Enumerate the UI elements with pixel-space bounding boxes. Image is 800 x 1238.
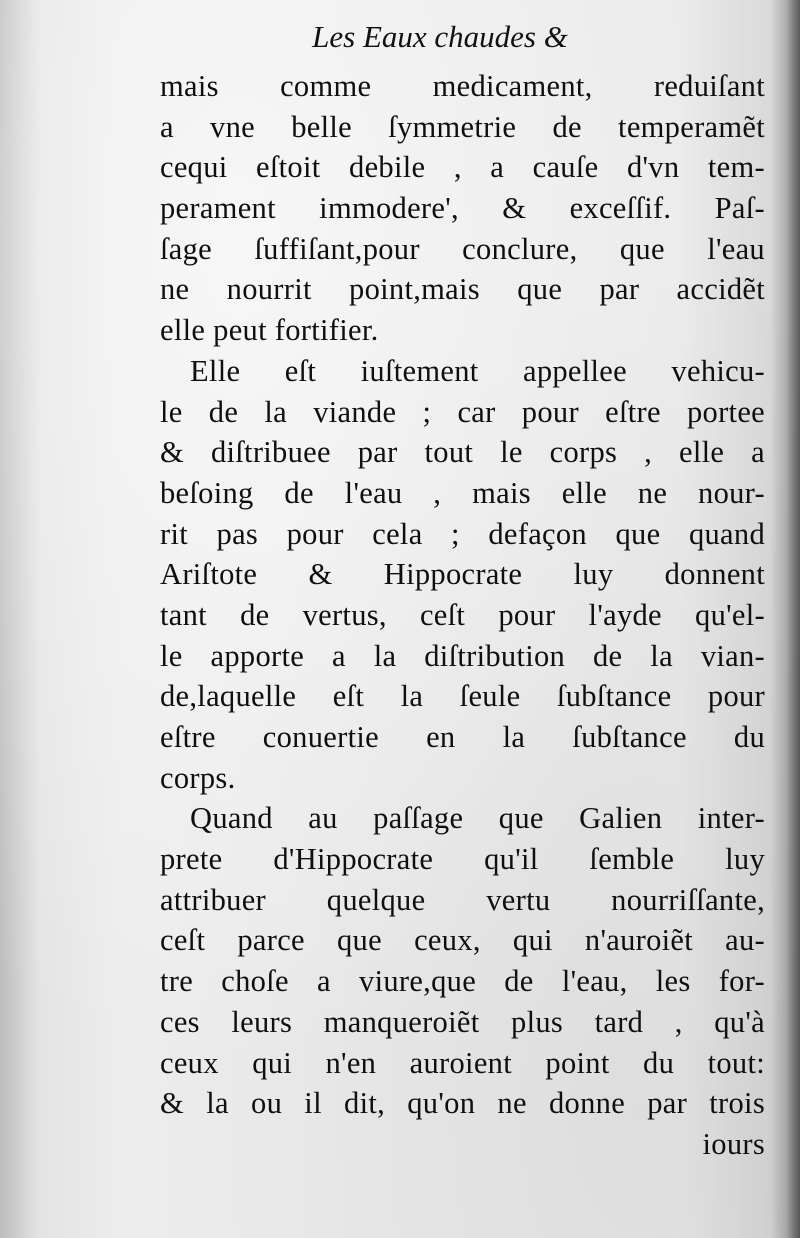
text-line: attribuer quelque vertu nourriſſante, xyxy=(160,882,765,917)
text-line: ceſt parce que ceux, qui n'auroiẽt au- xyxy=(160,923,765,958)
text-line: ces leurs manqueroiẽt plus tard , qu'à xyxy=(160,1004,765,1039)
text-line: perament immodere', & exceſſif. Paſ- xyxy=(160,191,765,226)
text-line: ſage ſuffiſant,pour conclure, que l'eau xyxy=(160,231,765,266)
paragraph-start-line: Elle eſt iuſtement appellee vehicu- xyxy=(190,353,765,388)
text-line: cequi eſtoit debile , a cauſe d'vn tem- xyxy=(160,150,765,185)
catchword: iours xyxy=(702,1126,765,1161)
text-line: eſtre conuertie en la ſubſtance du xyxy=(160,720,765,754)
text-line: prete d'Hippocrate qu'il ſemble luy xyxy=(160,842,765,877)
page-edge-shadow xyxy=(786,0,800,1238)
text-line: elle peut fortifier. xyxy=(160,313,379,348)
text-line: mais comme medicament, reduiſant xyxy=(160,69,765,103)
text-line: & la ou il dit, qu'on ne donne par trois xyxy=(160,1086,765,1121)
text-line: rit pas pour cela ; defaçon que quand xyxy=(160,516,765,551)
body-text xyxy=(160,66,765,1165)
text-line: & diſtribuee par tout le corps , elle a xyxy=(160,435,765,470)
text-line: ne nourrit point,mais que par accidẽt xyxy=(160,272,765,307)
paragraph-start-line: Quand au paſſage que Galien inter- xyxy=(190,801,765,836)
text-line: le apporte a la diſtribution de la vian- xyxy=(160,638,765,673)
text-line: Ariſtote & Hippocrate luy donnent xyxy=(160,557,765,592)
text-line: tre choſe a viure,que de l'eau, les for- xyxy=(160,964,765,999)
text-line: beſoing de l'eau , mais elle ne nour- xyxy=(160,475,765,510)
text-line: tant de vertus, ceſt pour l'ayde qu'el- xyxy=(160,597,765,632)
text-line: de,laquelle eſt la ſeule ſubſtance pour xyxy=(160,679,765,714)
text-line: corps. xyxy=(160,760,236,795)
running-head: Les Eaux chaudes & xyxy=(312,19,568,54)
text-line: ceux qui n'en auroient point du tout: xyxy=(160,1045,765,1080)
text-line: a vne belle ſymmetrie de temperamẽt xyxy=(160,109,765,144)
text-line: le de la viande ; car pour eſtre portee xyxy=(160,394,765,429)
